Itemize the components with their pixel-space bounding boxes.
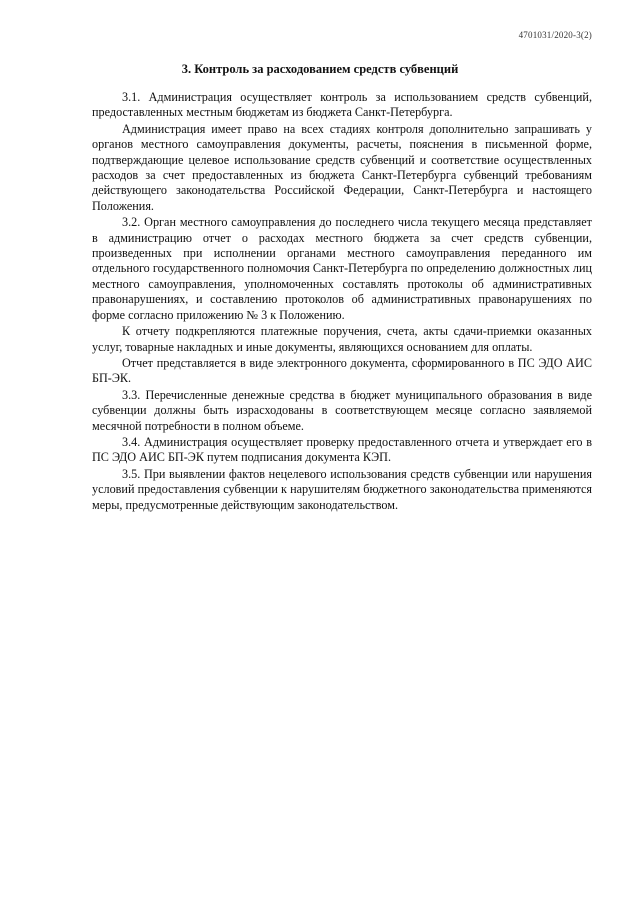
- paragraph-admin-rights: Администрация имеет право на всех стадиях контроля дополнительно запрашивать у органов местного самоуправления документы, расчеты, пояснения в письменной форме, подтверждающие целевое использование средств субвенций и соответствие осуществленных расходов за счет предоставленных из бюджета Санкт-Петербурга субвенций требованиям действующего законодательства Российской Федерации, Санкт-Петербурга и настоящего Положения.: [92, 121, 592, 213]
- paragraph-3-1: 3.1. Администрация осуществляет контроль за использованием средств субвенций, предоставленных местным бюджетам из бюджета Санкт-Петербурга.: [92, 90, 592, 120]
- paragraph-report-attachments: К отчету подкрепляются платежные поручения, счета, акты сдачи-приемки оказанных услуг, товарные накладных и иные документы, являющихся основанием для оплаты.: [92, 324, 592, 354]
- paragraph-3-2: 3.2. Орган местного самоуправления до последнего числа текущего месяца представляет в администрацию отчет о расходах местного бюджета за счет средств субвенции, произведенных при исполнении органами местного самоуправления переданного им отдельного государственного полномочия Санкт-Петербурга по определению должностных лиц местного самоуправления, уполномоченных составлять протоколы об административных правонарушениях, и составлению протоколов об административных правонарушениях по форме согласно приложению № 3 к Положению.: [92, 215, 592, 322]
- paragraph-report-format: Отчет представляется в виде электронного документа, сформированного в ПС ЭДО АИС БП-ЭК.: [92, 355, 592, 386]
- section-body: [92, 90, 592, 514]
- paragraph-3-5: 3.5. При выявлении фактов нецелевого использования средств субвенции или нарушения условий предоставления субвенции к нарушителям бюджетного законодательства применяются меры, предусмотренные действующим законодательством.: [92, 466, 592, 512]
- document-number: 4701031/2020-3(2): [518, 30, 592, 40]
- paragraph-3-3: 3.3. Перечисленные денежные средства в бюджет муниципального образования в виде субвенции должны быть израсходованы в соответствующем месяце согласно заявляемой месячной потребности в полном объеме.: [92, 387, 592, 433]
- section-title: 3. Контроль за расходованием средств субвенций: [181, 62, 459, 76]
- paragraph-3-4: 3.4. Администрация осуществляет проверку предоставленного отчета и утверждает его в ПС ЭДО АИС БП-ЭК путем подписания документа КЭП.: [92, 434, 592, 465]
